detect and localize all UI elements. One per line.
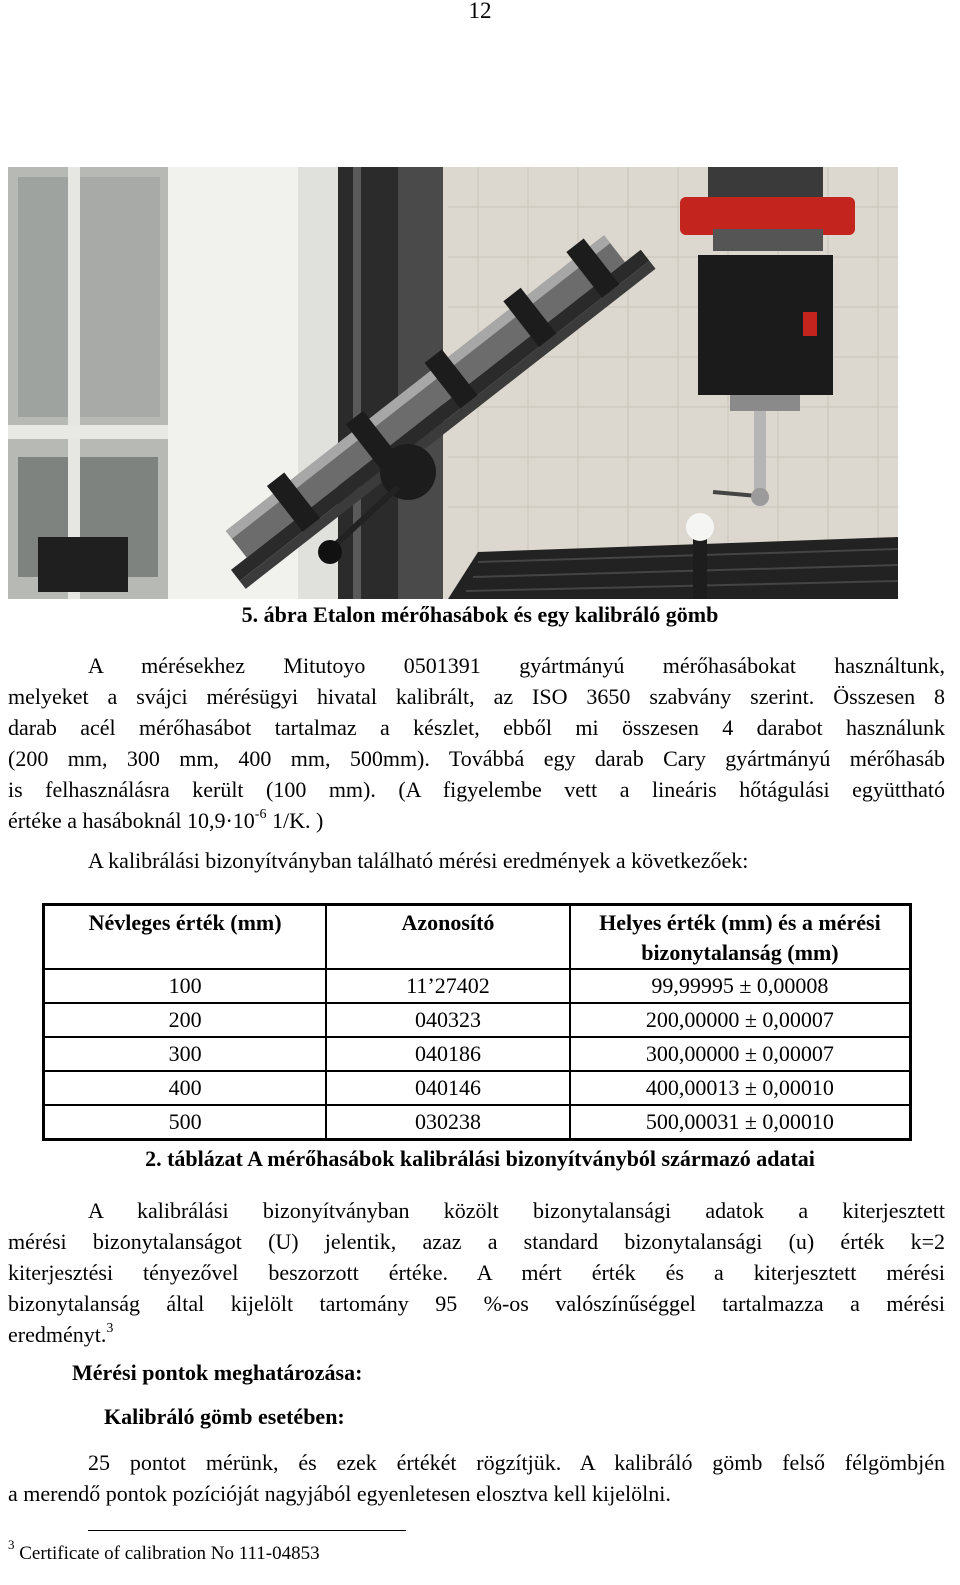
page-number: 12 bbox=[468, 0, 492, 23]
cell-nominal: 300 bbox=[44, 1037, 327, 1071]
paragraph-sphere-points bbox=[8, 1447, 945, 1509]
table-row bbox=[44, 969, 911, 1003]
paragraph-line: A kalibrálási bizonyítványban közölt bizonytalansági adatok a kiterjesztett bbox=[88, 1198, 945, 1223]
cell-id: 030238 bbox=[326, 1105, 570, 1140]
paragraph-line: mérési bizonytalanságot (U) jelentik, azaz a standard bizonytalansági (u) érték k=2 bbox=[8, 1229, 945, 1254]
calibration-table bbox=[42, 903, 912, 1141]
cell-id: 040186 bbox=[326, 1037, 570, 1071]
table-row bbox=[44, 1071, 911, 1105]
table-row bbox=[44, 1105, 911, 1140]
paragraph-line: melyeket a svájci mérésügyi hivatal kalibrált, az ISO 3650 szabvány szerint. Összesen 8 bbox=[8, 684, 945, 709]
cell-nominal: 100 bbox=[44, 969, 327, 1003]
header-nominal: Névleges érték (mm) bbox=[44, 905, 327, 970]
table-header-row bbox=[44, 905, 911, 970]
figure-photo bbox=[8, 167, 898, 599]
cell-nominal: 400 bbox=[44, 1071, 327, 1105]
table-row bbox=[44, 1037, 911, 1071]
paragraph-line: is felhasználásra került (100 mm). (A figyelembe vett a lineáris hőtágulási együttható bbox=[8, 777, 945, 802]
cell-value: 200,00000 ± 0,00007 bbox=[570, 1003, 911, 1037]
cell-value: 400,00013 ± 0,00010 bbox=[570, 1071, 911, 1105]
cell-value: 99,99995 ± 0,00008 bbox=[570, 969, 911, 1003]
section-heading: Mérési pontok meghatározása: bbox=[72, 1360, 363, 1385]
paragraph-uncertainty bbox=[8, 1195, 945, 1350]
table-caption: 2. táblázat A mérőhasábok kalibrálási bizonyítványból származó adatai bbox=[145, 1146, 815, 1171]
cell-id: 040146 bbox=[326, 1071, 570, 1105]
footnote bbox=[8, 1536, 320, 1565]
cell-nominal: 500 bbox=[44, 1105, 327, 1140]
footnote-number: 3 bbox=[8, 1536, 15, 1552]
paragraph-gauge-blocks bbox=[8, 650, 945, 836]
cell-id: 040323 bbox=[326, 1003, 570, 1037]
cell-value: 500,00031 ± 0,00010 bbox=[570, 1105, 911, 1140]
exponent: -6 bbox=[254, 806, 267, 822]
header-id: Azonosító bbox=[326, 905, 570, 970]
cell-id: 11’27402 bbox=[326, 969, 570, 1003]
paragraph-line: 25 pontot mérünk, és ezek értékét rögzítjük. A kalibráló gömb felső félgömbjén bbox=[88, 1450, 945, 1475]
footnote-separator bbox=[88, 1530, 406, 1531]
cell-value: 300,00000 ± 0,00007 bbox=[570, 1037, 911, 1071]
cell-nominal: 200 bbox=[44, 1003, 327, 1037]
table-intro: A kalibrálási bizonyítványban található mérési eredmények a következőek: bbox=[88, 848, 749, 873]
paragraph-last-text: eredményt. bbox=[8, 1322, 107, 1347]
figure-caption: 5. ábra Etalon mérőhasábok és egy kalibráló gömb bbox=[241, 602, 719, 627]
paragraph-line: kiterjesztési tényezővel beszorzott értéke. A mért érték és a kiterjesztett mérési bbox=[8, 1260, 945, 1285]
subsection-heading: Kalibráló gömb esetében: bbox=[104, 1404, 345, 1429]
paragraph-line: (200 mm, 300 mm, 400 mm, 500mm). Továbbá egy darab Cary gyártmányú mérőhasáb bbox=[8, 746, 945, 771]
paragraph-line: A mérésekhez Mitutoyo 0501391 gyártmányú mérőhasábokat használtunk, bbox=[88, 653, 945, 678]
table-row bbox=[44, 1003, 911, 1037]
expansion-unit: 1/K. ) bbox=[266, 808, 324, 833]
paragraph-line: bizonytalanság által kijelölt tartomány 95 %-os valószínűséggel tartalmazza a mérési bbox=[8, 1291, 945, 1316]
paragraph-line: a merendő pontok pozícióját nagyjából egyenletesen elosztva kell kijelölni. bbox=[8, 1481, 671, 1506]
paragraph-line bbox=[8, 805, 945, 836]
footnote-text: Certificate of calibration No 111-04853 bbox=[19, 1543, 320, 1564]
expansion-coefficient-text: értéke a hasáboknál 10,9·10 bbox=[8, 808, 255, 833]
header-correct-value: Helyes érték (mm) és a mérési bizonytalanság (mm) bbox=[570, 905, 911, 970]
footnote-reference: 3 bbox=[106, 1320, 114, 1336]
paragraph-line: darab acél mérőhasábot tartalmaz a készlet, ebből mi összesen 4 darabot használunk bbox=[8, 715, 945, 740]
paragraph-line bbox=[8, 1319, 945, 1350]
